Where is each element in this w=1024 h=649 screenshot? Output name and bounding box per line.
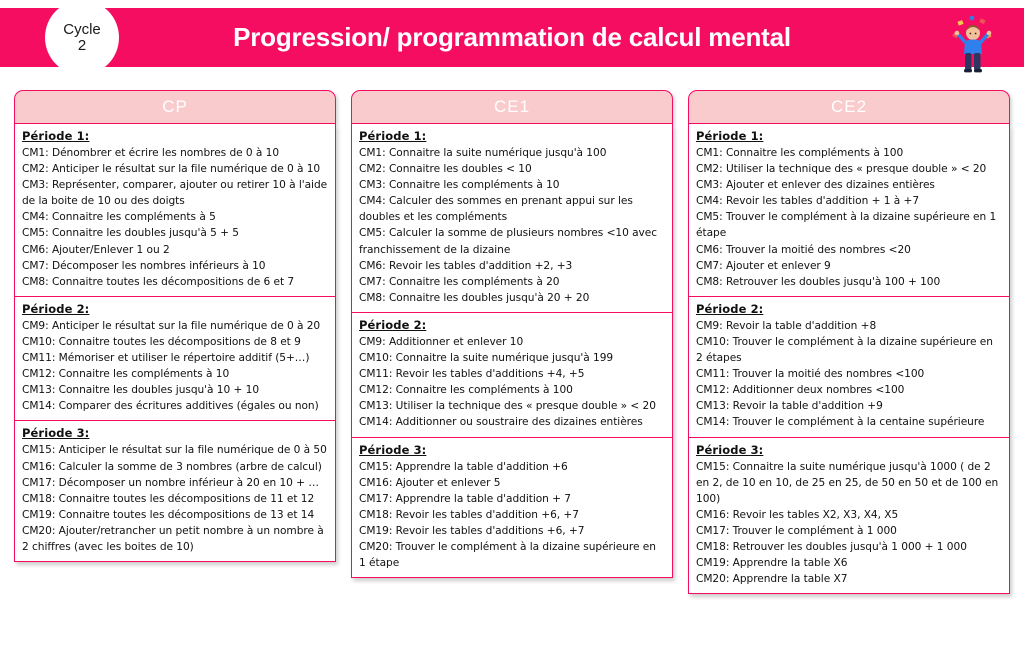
list-item: CM1: Connaitre la suite numérique jusqu'à 100: [359, 147, 607, 159]
list-item: CM17: Trouver le complément à 1 000: [696, 524, 897, 537]
list-item: CM2: Utiliser la technique des « presque double » < 20: [696, 163, 987, 176]
list-item: CM18: Revoir les tables d'addition +6, +7: [359, 508, 579, 521]
list-item: CM20: Trouver le complément à la dizaine supérieure en 1 étape: [359, 540, 656, 570]
list-item: CM8: Connaitre les doubles jusqu'à 20 + 20: [359, 291, 590, 304]
list-item: CM9: Anticiper le résultat sur la file numérique de 0 à 20: [22, 319, 321, 332]
list-item: CM6: Trouver la moitié des nombres <20: [696, 243, 911, 256]
list-item: CM4: Calculer des sommes en prenant appui sur les doubles et les compléments: [359, 195, 633, 224]
list-item: CM14: Comparer des écritures additives (égales ou non): [22, 400, 319, 413]
list-item: CM19: Apprendre la table X6: [696, 557, 848, 570]
period-block: [15, 421, 335, 561]
list-item: CM19: Revoir les tables d'additions +6, +7: [359, 524, 585, 537]
list-item: CM8: Retrouver les doubles jusqu'à 100 + 100: [696, 275, 941, 288]
list-item: CM8: Connaitre toutes les décompositions de 6 et 7: [22, 275, 295, 288]
list-item: CM6: Ajouter/Enlever 1 ou 2: [22, 243, 170, 256]
list-item: CM5: Trouver le complément à la dizaine supérieure en 1 étape: [696, 211, 997, 240]
period-block: [352, 438, 672, 578]
list-item: CM15: Anticiper le résultat sur la file numérique de 0 à 50: [22, 444, 327, 457]
period-title: Période 3:: [359, 442, 427, 457]
page-banner: [0, 8, 1024, 67]
list-item: CM2: Anticiper le résultat sur la file numérique de 0 à 10: [22, 163, 321, 176]
list-item: CM11: Trouver la moitié des nombres <100: [696, 368, 925, 381]
period-title: Période 3:: [696, 442, 764, 457]
column-ce2: [688, 90, 1010, 645]
column-ce1: [351, 90, 673, 645]
list-item: CM13: Utiliser la technique des « presque double » < 20: [359, 400, 656, 413]
column-body-cp: [14, 124, 336, 562]
list-item: CM2: Connaitre les doubles < 10: [359, 163, 532, 176]
list-item: CM13: Revoir la table d'addition +9: [696, 400, 883, 413]
list-item: CM9: Revoir la table d'addition +8: [696, 319, 877, 332]
list-item: CM13: Connaitre les doubles jusqu'à 10 + 10: [22, 384, 260, 397]
list-item: CM3: Ajouter et enlever des dizaines entières: [696, 179, 935, 192]
list-item: CM10: Trouver le complément à la dizaine supérieure en 2 étapes: [696, 335, 993, 365]
cycle-badge: [45, 0, 119, 75]
period-block: [352, 124, 672, 313]
period-title: Période 3:: [22, 426, 90, 441]
period-block: [352, 313, 672, 438]
list-item: CM11: Revoir les tables d'additions +4, +5: [359, 368, 585, 381]
progression-columns: [0, 90, 1024, 645]
column-body-ce1: [351, 124, 673, 578]
list-item: CM14: Additionner ou soustraire des dizaines entières: [359, 416, 643, 429]
cycle-number: 2: [77, 36, 87, 54]
list-item: CM4: Connaitre les compléments à 5: [22, 211, 216, 224]
list-item: CM16: Calculer la somme de 3 nombres (arbre de calcul): [22, 460, 322, 473]
period-title: Période 2:: [696, 301, 764, 316]
list-item: CM5: Connaitre les doubles jusqu'à 5 + 5: [22, 227, 239, 240]
period-block: [689, 297, 1009, 438]
period-title: Période 1:: [696, 129, 764, 143]
list-item: CM7: Connaitre les compléments à 20: [359, 275, 560, 288]
column-cp: [14, 90, 336, 645]
list-item: CM1: Dénombrer et écrire les nombres de 0 à 10: [22, 147, 280, 159]
list-item: CM20: Ajouter/retrancher un petit nombre à un nombre à 2 chiffres (avec les boites de 10): [22, 524, 324, 553]
list-item: CM4: Revoir les tables d'addition + 1 à +7: [696, 195, 920, 208]
list-item: CM15: Apprendre la table d'addition +6: [359, 460, 568, 473]
period-title: Période 1:: [359, 129, 427, 143]
period-block: [15, 297, 335, 422]
list-item: CM16: Ajouter et enlever 5: [359, 476, 501, 489]
column-body-ce2: [688, 124, 1010, 594]
list-item: CM5: Calculer la somme de plusieurs nombres <10 avec franchissement de la dizaine: [359, 227, 658, 256]
list-item: CM16: Revoir les tables X2, X3, X4, X5: [696, 508, 899, 521]
list-item: CM19: Connaitre toutes les décompositions de 13 et 14: [22, 508, 315, 521]
juggling-child-icon: [950, 14, 996, 76]
list-item: CM9: Additionner et enlever 10: [359, 335, 524, 348]
list-item: CM11: Mémoriser et utiliser le répertoire additif (5+…): [22, 352, 310, 365]
column-header-cp: CP: [14, 90, 336, 124]
list-item: CM12: Additionner deux nombres <100: [696, 384, 905, 397]
period-title: Période 1:: [22, 129, 90, 143]
period-title: Période 2:: [359, 317, 427, 332]
period-title: Période 2:: [22, 301, 90, 316]
list-item: CM10: Connaitre toutes les décompositions de 8 et 9: [22, 335, 301, 348]
column-header-ce2: CE2: [688, 90, 1010, 124]
period-block: [15, 124, 335, 297]
list-item: CM3: Représenter, comparer, ajouter ou retirer 10 à l'aide de la boite de 10 ou des doigts: [22, 179, 328, 208]
list-item: CM14: Trouver le complément à la centaine supérieure: [696, 416, 985, 429]
list-item: CM12: Connaitre les compléments à 100: [359, 384, 573, 397]
list-item: CM17: Apprendre la table d'addition + 7: [359, 492, 571, 505]
list-item: CM1: Connaitre les compléments à 100: [696, 147, 904, 159]
list-item: CM7: Décomposer les nombres inférieurs à 10: [22, 259, 266, 272]
list-item: CM17: Décomposer un nombre inférieur à 20 en 10 + …: [22, 476, 319, 489]
column-header-ce1: CE1: [351, 90, 673, 124]
list-item: CM7: Ajouter et enlever 9: [696, 259, 831, 272]
list-item: CM3: Connaitre les compléments à 10: [359, 179, 560, 192]
list-item: CM10: Connaitre la suite numérique jusqu'à 199: [359, 352, 614, 365]
period-block: [689, 438, 1009, 594]
list-item: CM6: Revoir les tables d'addition +2, +3: [359, 259, 573, 272]
list-item: CM18: Retrouver les doubles jusqu'à 1 000 + 1 000: [696, 540, 967, 553]
list-item: CM12: Connaitre les compléments à 10: [22, 368, 230, 381]
list-item: CM18: Connaitre toutes les décompositions de 11 et 12: [22, 492, 315, 505]
list-item: CM20: Apprendre la table X7: [696, 573, 848, 586]
period-block: [689, 124, 1009, 297]
cycle-label: Cycle: [63, 20, 101, 38]
list-item: CM15: Connaitre la suite numérique jusqu'à 1000 ( de 2 en 2, de 10 en 10, de 25 en 25, de 50 en 50 et de 100 en 100): [696, 460, 999, 505]
page-title: Progression/ programmation de calcul mental: [233, 22, 791, 52]
